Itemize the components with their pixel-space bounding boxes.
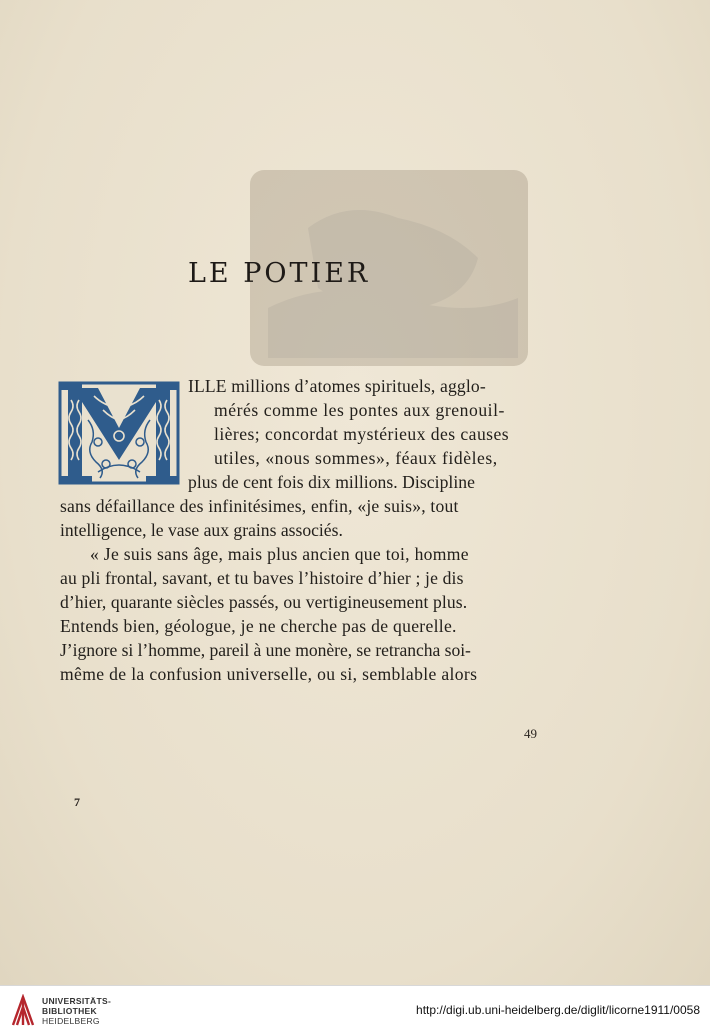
text-line-11: Entends bien, géologue, je ne cherche pas de querelle. xyxy=(60,616,457,636)
signature-mark: 7 xyxy=(74,795,80,809)
bleed-through-text xyxy=(70,168,74,273)
library-line-1: UNIVERSITÄTS- xyxy=(42,996,112,1006)
text-line-12: J’ignore si l’homme, pareil à une monère, se retrancha soi- xyxy=(60,640,471,660)
viewer-footer xyxy=(0,985,710,1036)
text-line-6: sans défaillance des infinitésimes, enfin, «je suis», tout xyxy=(60,496,459,516)
text-line-8: « Je suis sans âge, mais plus ancien que toi, homme xyxy=(90,544,469,564)
library-line-2: BIBLIOTHEK xyxy=(42,1006,97,1016)
text-line-4: utiles, «nous sommes», féaux fidèles, xyxy=(214,448,498,468)
text-line-9: au pli frontal, savant, et tu baves l’histoire d’hier ; je dis xyxy=(60,568,464,588)
permalink-url[interactable]: http://digi.ub.uni-heidelberg.de/diglit/licorne1911/0058 xyxy=(416,1003,700,1017)
library-logo-icon xyxy=(10,994,36,1028)
text-line-1: ILLE millions d’atomes spirituels, agglo- xyxy=(188,376,486,396)
page-number: 49 xyxy=(524,726,537,741)
library-line-3: HEIDELBERG xyxy=(42,1016,100,1026)
text-line-3: lières; concordat mystérieux des causes xyxy=(214,424,510,444)
text-line-5: plus de cent fois dix millions. Discipline xyxy=(188,472,475,492)
library-name xyxy=(42,996,111,1026)
dropcap-m-ornament xyxy=(58,380,180,486)
text-line-13: même de la confusion universelle, ou si, semblable alors xyxy=(60,664,478,684)
text-line-7: intelligence, le vase aux grains associés. xyxy=(60,520,343,540)
text-line-2: mérés comme les pontes aux grenouil- xyxy=(214,400,505,420)
chapter-title: LE POTIER xyxy=(188,258,371,289)
text-line-10: d’hier, quarante siècles passés, ou vertigineusement plus. xyxy=(60,592,468,612)
